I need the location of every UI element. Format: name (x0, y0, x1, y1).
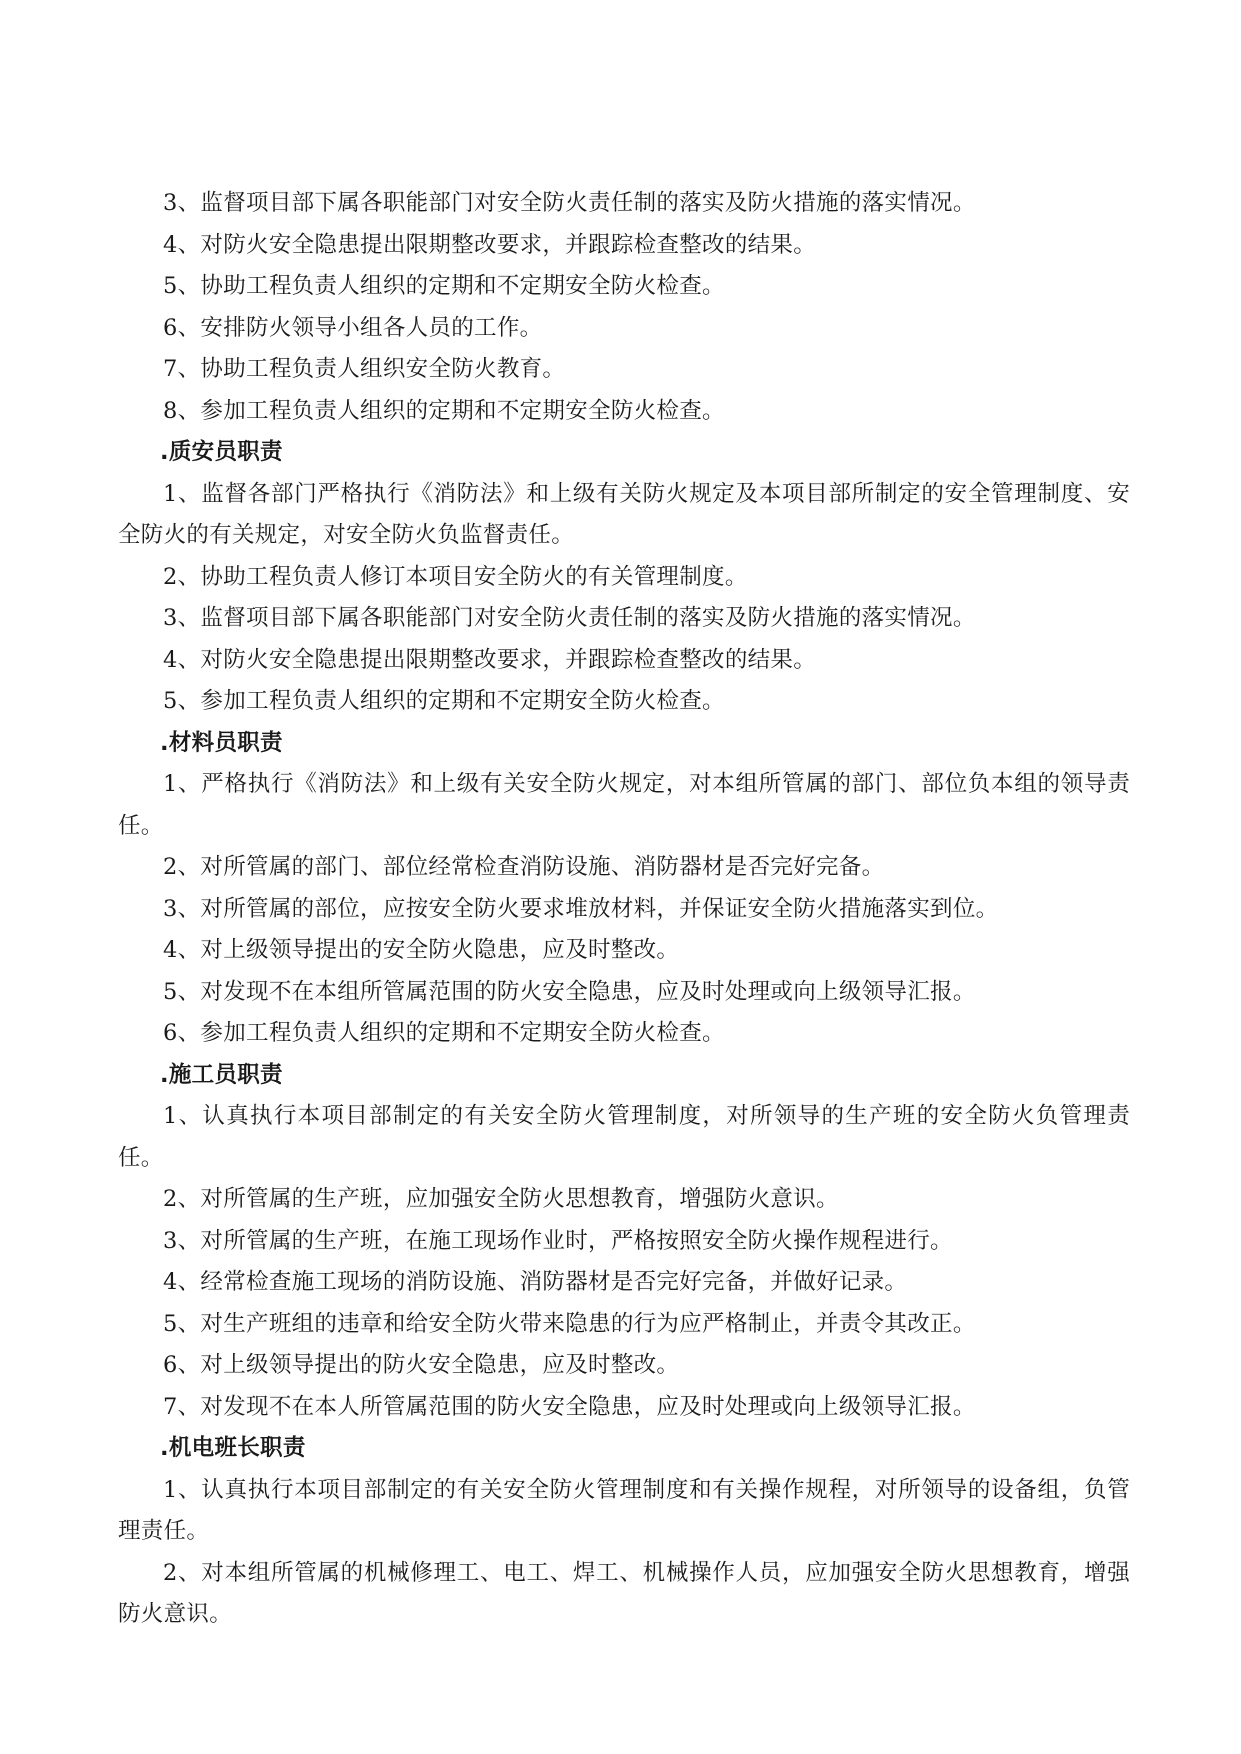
paragraph: 6、对上级领导提出的防火安全隐患，应及时整改。 (163, 1352, 680, 1378)
paragraph: 1、认真执行本项目部制定的有关安全防火管理制度，对所领导的生产班的安全防火负管理责任。 (118, 1103, 1130, 1171)
paragraph: 5、对生产班组的违章和给安全防火带来隐患的行为应严格制止，并责令其改正。 (163, 1310, 976, 1337)
paragraph: 4、对防火安全隐患提出限期整改要求，并跟踪检查整改的结果。 (163, 231, 817, 258)
paragraph: 4、对防火安全隐患提出限期整改要求，并跟踪检查整改的结果。 (163, 646, 817, 673)
paragraph: 2、对所管属的生产班，应加强安全防火思想教育，增强防火意识。 (163, 1186, 839, 1212)
paragraph: 3、对所管属的部位，应按安全防火要求堆放材料，并保证安全防火措施落实到位。 (163, 895, 999, 922)
paragraph: 6、参加工程负责人组织的定期和不定期安全防火检查。 (163, 1020, 725, 1046)
paragraph: 3、对所管属的生产班，在施工现场作业时，严格按照安全防火操作规程进行。 (163, 1227, 953, 1254)
section-heading: .材料员职责 (160, 729, 283, 756)
paragraph: 4、对上级领导提出的安全防火隐患，应及时整改。 (163, 937, 680, 963)
paragraph: 4、经常检查施工现场的消防设施、消防器材是否完好完备，并做好记录。 (163, 1269, 908, 1295)
section-heading: .施工员职责 (160, 1061, 283, 1088)
paragraph: 7、对发现不在本人所管属范围的防火安全隐患，应及时处理或向上级领导汇报。 (163, 1393, 976, 1420)
paragraph: 7、协助工程负责人组织安全防火教育。 (163, 356, 566, 382)
paragraph: 1、监督各部门严格执行《消防法》和上级有关防火规定及本项目部所制定的安全管理制度、安全防火的有关规定，对安全防火负监督责任。 (118, 480, 1130, 548)
paragraph: 5、参加工程负责人组织的定期和不定期安全防火检查。 (163, 688, 725, 714)
section-heading: .质安员职责 (160, 439, 283, 465)
paragraph: 6、安排防火领导小组各人员的工作。 (163, 314, 543, 341)
section-heading: .机电班长职责 (160, 1435, 306, 1461)
paragraph: 8、参加工程负责人组织的定期和不定期安全防火检查。 (163, 397, 725, 424)
document-body (118, 183, 1130, 1636)
paragraph: 1、严格执行《消防法》和上级有关安全防火规定，对本组所管属的部门、部位负本组的领导责任。 (118, 771, 1130, 839)
paragraph: 2、对本组所管属的机械修理工、电工、焊工、机械操作人员，应加强安全防火思想教育，增强防火意识。 (118, 1559, 1130, 1627)
paragraph: 2、对所管属的部门、部位经常检查消防设施、消防器材是否完好完备。 (163, 854, 885, 880)
paragraph: 3、监督项目部下属各职能部门对安全防火责任制的落实及防火措施的落实情况。 (163, 605, 976, 631)
paragraph: 5、对发现不在本组所管属范围的防火安全隐患，应及时处理或向上级领导汇报。 (163, 978, 976, 1005)
paragraph: 1、认真执行本项目部制定的有关安全防火管理制度和有关操作规程，对所领导的设备组，负管理责任。 (118, 1476, 1130, 1544)
paragraph: 5、协助工程负责人组织的定期和不定期安全防火检查。 (163, 273, 725, 299)
paragraph: 2、协助工程负责人修订本项目安全防火的有关管理制度。 (163, 563, 748, 590)
paragraph: 3、监督项目部下属各职能部门对安全防火责任制的落实及防火措施的落实情况。 (163, 190, 976, 216)
